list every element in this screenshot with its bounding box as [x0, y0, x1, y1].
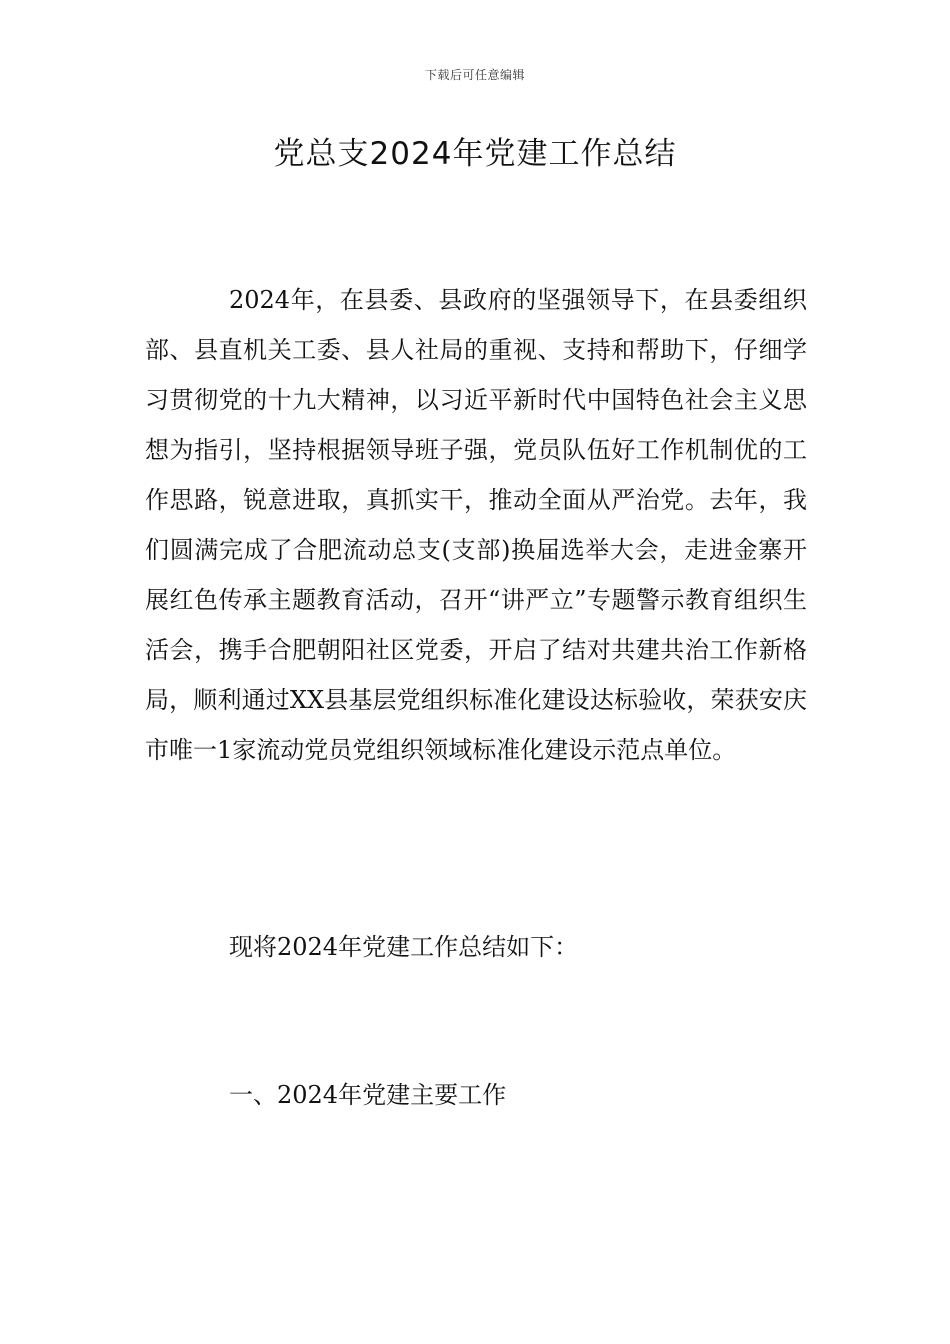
intro-paragraph: 2024年，在县委、县政府的坚强领导下，在县委组织部、县直机关工委、县人社局的重视、支持和帮助下，仔细学习贯彻党的十九大精神，以习近平新时代中国特色社会主义思想为指引，坚持根据领导班子强，党员队伍好工作机制优的工作思路，锐意进取，真抓实干，推动全面从严治党。去年，我们圆满完成了合肥流动总支(支部)换届选举大会，走进金寨开展红色传承主题教育活动，召开“讲严立”专题警示教育组织生活会，携手合肥朝阳社区党委，开启了结对共建共治工作新格局，顺利通过XX县基层党组织标准化建设达标验收，荣获安庆市唯一1家流动党员党组织领域标准化建设示范点单位。 [145, 286, 807, 764]
header-note: 下载后可任意编辑 [424, 68, 525, 82]
section-heading: 一、2024年党建主要工作 [229, 1081, 507, 1109]
summary-line: 现将2024年党建工作总结如下： [229, 933, 579, 961]
page-title: 党总支2024年党建工作总结 [273, 136, 677, 172]
